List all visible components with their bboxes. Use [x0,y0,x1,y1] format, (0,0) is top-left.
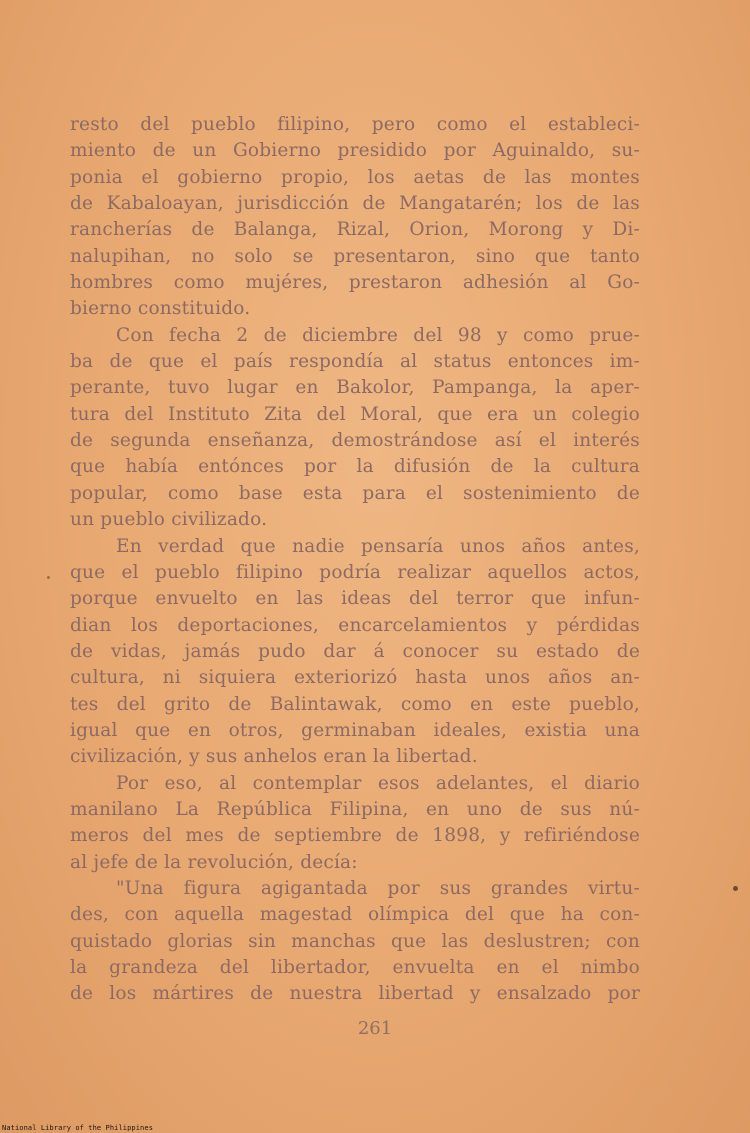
text-line: ponia el gobierno propio, los aetas de las montes [70,166,640,188]
text-line: que el pueblo filipino podría realizar aquellos actos, [70,561,640,583]
text-line: popular, como base esta para el sostenimiento de [70,482,640,504]
text-line: civilización, y sus anhelos eran la libertad. [70,746,478,768]
body-text [70,112,640,1008]
text-line: dian los deportaciones, encarcelamientos y pérdidas [70,614,640,636]
text-line: rancherías de Balanga, Rizal, Orion, Morong y Di- [70,219,640,241]
text-line: cultura, ni siquiera exteriorizó hasta unos años an- [70,667,640,689]
text-line: Con fecha 2 de diciembre del 98 y como prue- [116,324,640,346]
text-line: quistado glorias sin manchas que las deslustren; con [70,930,640,952]
text-line: perante, tuvo lugar en Bakolor, Pampanga, la aper- [70,377,640,399]
text-line: nalupihan, no solo se presentaron, sino que tanto [70,245,640,267]
text-line: miento de un Gobierno presidido por Aguinaldo, su- [70,140,640,162]
text-line: meros del mes de septiembre de 1898, y refiriéndose [70,825,640,847]
text-line: de vidas, jamás pudo dar á conocer su estado de [70,640,640,662]
text-line: al jefe de la revolución, decía: [70,851,358,873]
text-line: hombres como mujéres, prestaron adhesión al Go- [70,272,640,294]
footer-credit: National Library of the Philippines [2,1124,154,1132]
text-line: igual que en otros, germinaban ideales, existia una [70,719,640,741]
text-line: un pueblo civilizado. [70,509,268,531]
text-line: tura del Instituto Zita del Moral, que era un colegio [70,403,640,425]
text-line: que había entónces por la difusión de la cultura [70,456,640,478]
text-line: de Kabaloayan, jurisdicción de Mangatarén; los de las [70,193,640,215]
text-line: tes del grito de Balintawak, como en este pueblo, [70,693,640,715]
text-line: resto del pueblo filipino, pero como el estableci- [70,114,640,135]
text-line: de los mártires de nuestra libertad y ensalzado por [70,983,640,1005]
ink-speck [733,886,738,891]
page-number: 261 [357,1018,393,1039]
text-line: manilano La República Filipina, en uno de sus nú- [70,798,640,820]
ink-speck [47,576,50,579]
text-line: En verdad que nadie pensaría unos años antes, [116,535,640,557]
text-line: la grandeza del libertador, envuelta en el nimbo [70,957,640,978]
text-line: ba de que el país respondía al status entonces im- [70,351,640,373]
text-line: de segunda enseñanza, demostrándose así el interés [70,430,640,452]
text-line: "Una figura agigantada por sus grandes virtu- [116,877,640,899]
text-line: des, con aquella magestad olímpica del que ha con- [70,904,640,926]
text-line: Por eso, al contemplar esos adelantes, el diario [116,772,640,794]
text-line: porque envuelto en las ideas del terror que infun- [70,588,640,610]
text-line: bierno constituido. [70,298,251,320]
